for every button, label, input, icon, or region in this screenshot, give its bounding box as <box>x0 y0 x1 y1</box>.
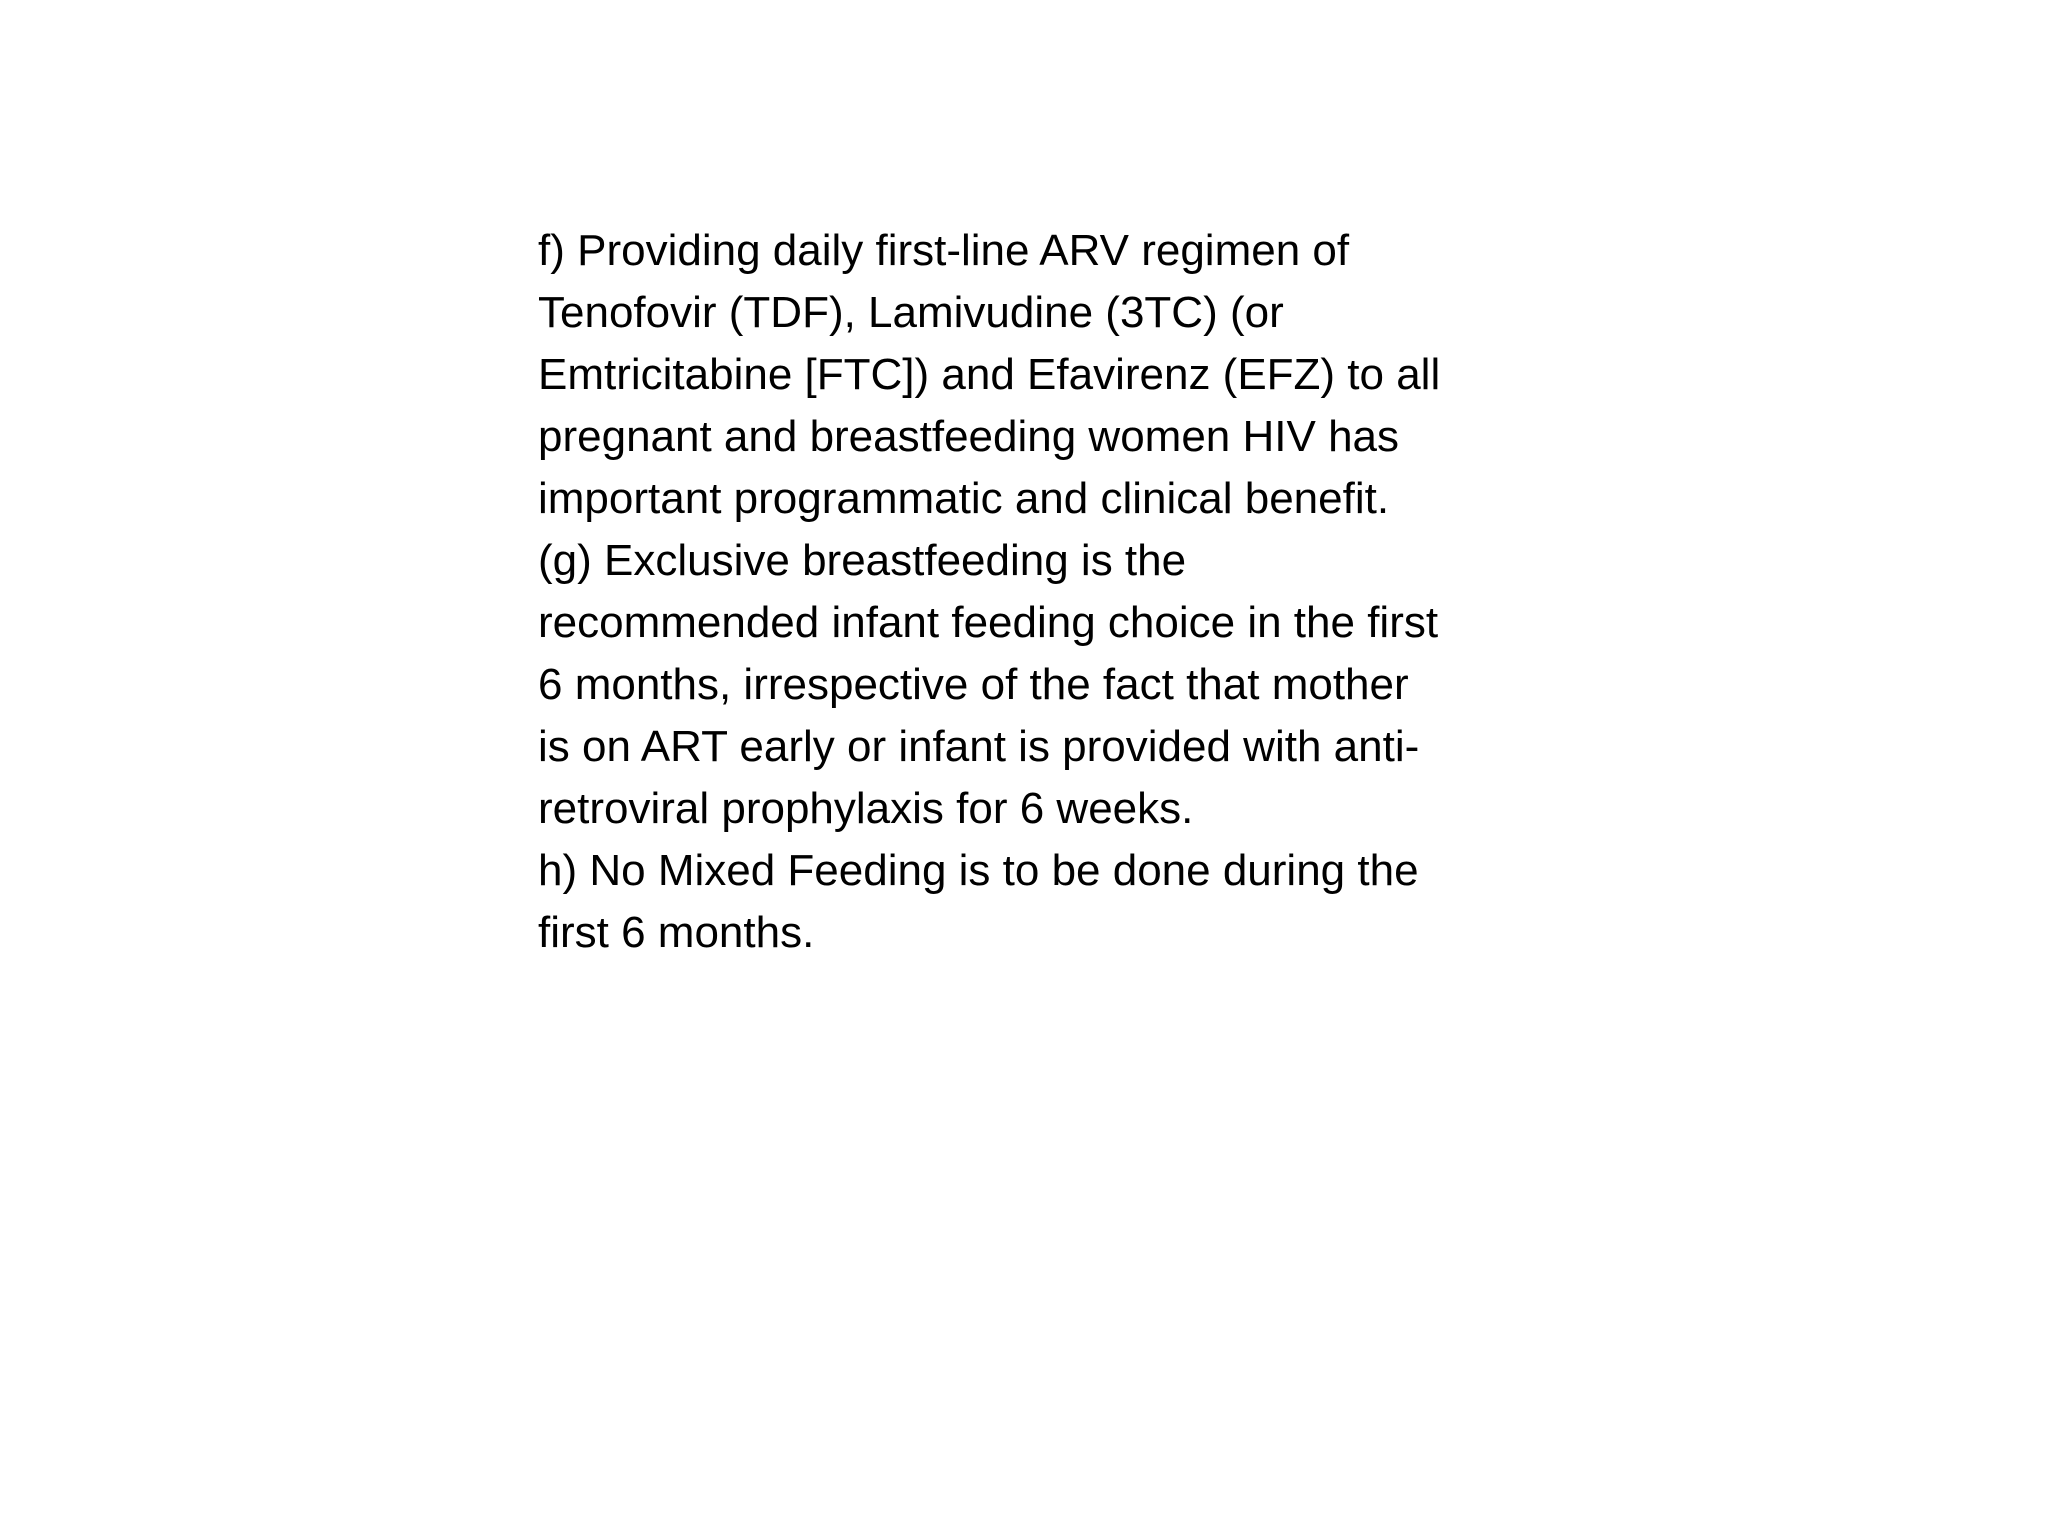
text-line: (g) Exclusive breastfeeding is the <box>538 536 1187 585</box>
text-line: important programmatic and clinical benefit. <box>538 474 1390 523</box>
text-line: pregnant and breastfeeding women HIV has <box>538 412 1400 461</box>
text-line: recommended infant feeding choice in the first <box>538 598 1439 647</box>
text-line: h) No Mixed Feeding is to be done during the <box>538 846 1419 895</box>
text-line: is on ART early or infant is provided with anti- <box>538 722 1420 771</box>
text-line: first 6 months. <box>538 908 815 957</box>
body-text <box>538 220 1538 964</box>
text-line: f) Providing daily first-line ARV regimen of <box>538 226 1350 275</box>
text-line: Emtricitabine [FTC]) and Efavirenz (EFZ) to all <box>538 350 1441 399</box>
text-line: 6 months, irrespective of the fact that mother <box>538 660 1409 709</box>
text-line: retroviral prophylaxis for 6 weeks. <box>538 784 1194 833</box>
text-line: Tenofovir (TDF), Lamivudine (3TC) (or <box>538 288 1284 337</box>
